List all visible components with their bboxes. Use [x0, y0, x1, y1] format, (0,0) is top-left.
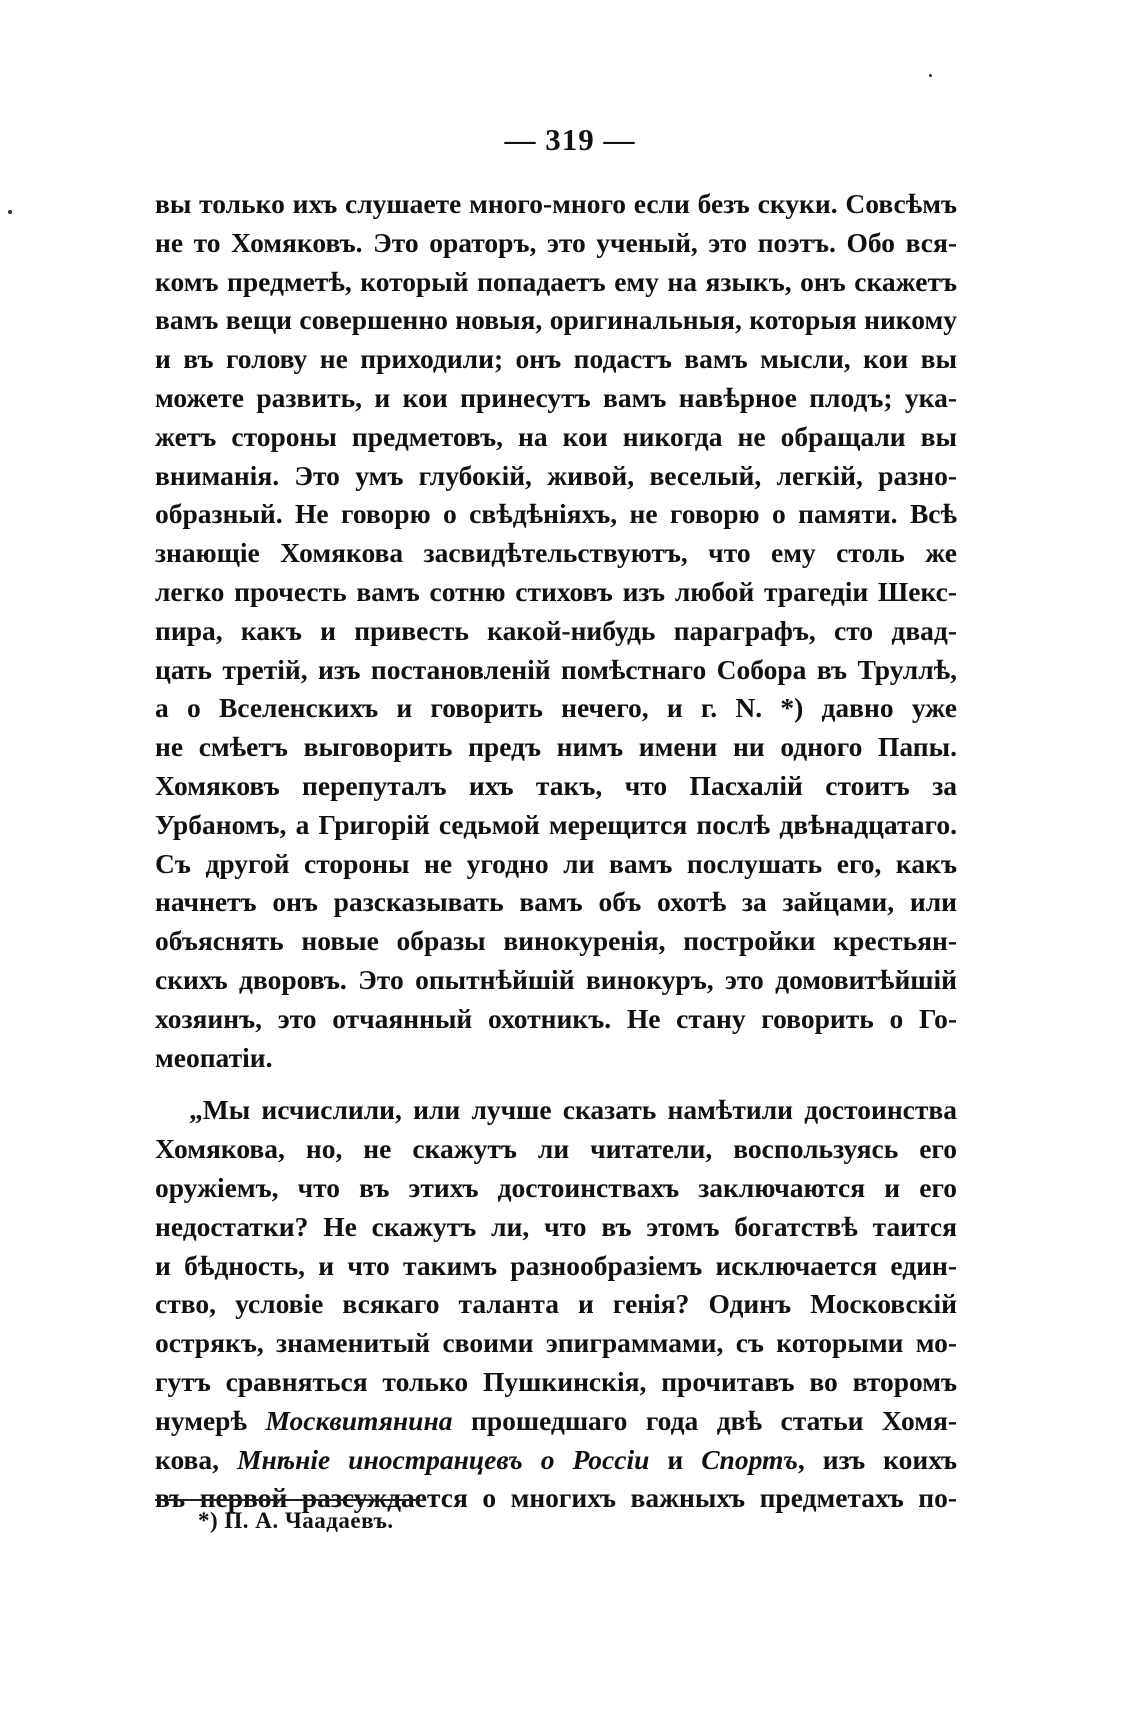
text-line: легко прочесть вамъ сотню стиховъ изъ любой трагедіи Шекс- [155, 575, 957, 607]
text-line: можете развить, и кои принесутъ вамъ навѣрное плодъ; ука- [155, 381, 957, 413]
text-line: гутъ сравняться только Пушкинскія, прочитавъ во второмъ [155, 1365, 957, 1397]
text-line: Съ другой стороны не угодно ли вамъ послушать его, какъ [155, 847, 957, 879]
text-line: не то Хомяковъ. Это ораторъ, это ученый, это поэтъ. Обо вся- [155, 226, 957, 258]
text-line: объяснять новые образы винокуренія, постройки крестьян- [155, 925, 957, 957]
body-text [155, 185, 957, 1518]
text-run: , изъ коихъ [797, 1443, 957, 1475]
text-line: недостатки? Не скажутъ ли, что въ этомъ богатствѣ таится [155, 1210, 957, 1242]
paragraph-1 [155, 185, 957, 1077]
text-line: оружіемъ, что въ этихъ достоинствахъ заключаются и его [155, 1171, 957, 1203]
text-line-mixed [155, 1402, 957, 1441]
article-title-italic: Мнѣніе иностранцевъ о Россіи [237, 1443, 650, 1475]
text-line: знающіе Хомякова засвидѣтельствуютъ, что ему столь же [155, 537, 957, 569]
text-line: „Мы исчислили, или лучше сказать намѣтили достоинства [189, 1094, 957, 1126]
footnote-divider [155, 1499, 420, 1501]
text-line: меопатіи. [155, 1041, 273, 1073]
text-line: не смѣетъ выговорить предъ нимъ имени ни одного Папы. [155, 731, 957, 763]
text-line: ство, условіе всякаго таланта и генія? Одинъ Московскій [155, 1288, 957, 1320]
text-line: Хомякова, но, не скажутъ ли читатели, воспользуясь его [155, 1133, 957, 1165]
text-run: прошедшаго года двѣ статьи Хомя- [452, 1404, 957, 1436]
scan-speck [929, 74, 932, 77]
text-line: хозяинъ, это отчаянный охотникъ. Не стану говорить о Го- [155, 1002, 957, 1034]
text-line: начнетъ онъ разсказывать вамъ объ охотѣ за зайцами, или [155, 886, 957, 918]
article-title-italic: Спортъ [701, 1443, 798, 1475]
text-line-mixed [155, 1441, 957, 1480]
text-line: вы только ихъ слушаете много-много если безъ скуки. Совсѣмъ [155, 188, 957, 219]
paragraph-2 [155, 1091, 957, 1518]
page-number: — 319 — [504, 122, 636, 157]
text-line: въ первой разсуждается о многихъ важныхъ предметахъ по- [155, 1482, 957, 1514]
text-line: Урбаномъ, а Григорій седьмой мерещится послѣ двѣнадцатаго. [155, 808, 957, 840]
text-line: комъ предметѣ, который попадаетъ ему на языкъ, онъ скажетъ [155, 265, 957, 297]
text-line: острякъ, знаменитый своими эпиграммами, съ которыми мо- [155, 1327, 957, 1359]
text-line: вниманія. Это умъ глубокій, живой, веселый, легкій, разно- [155, 459, 957, 491]
text-run: нумерѣ [155, 1404, 266, 1436]
text-line: образный. Не говорю о свѣдѣніяхъ, не говорю о памяти. Всѣ [155, 498, 957, 530]
text-run: кова, [155, 1443, 238, 1475]
text-line: цать третій, изъ постановленій помѣстнаго Собора въ Труллѣ, [155, 653, 957, 685]
text-line: и въ голову не приходили; онъ подастъ вамъ мысли, кои вы [155, 343, 957, 375]
scan-speck [8, 210, 12, 214]
text-line: жетъ стороны предметовъ, на кои никогда не обращали вы [155, 420, 957, 452]
text-line: вамъ вещи совершенно новыя, оригинальныя, которыя никому [155, 304, 957, 336]
text-line: скихъ дворовъ. Это опытнѣйшій винокуръ, это домовитѣйшій [155, 963, 957, 995]
text-line: пира, какъ и привесть какой-нибудь параграфъ, сто двад- [155, 614, 957, 646]
text-line: и бѣдность, и что такимъ разнообразіемъ исключается един- [155, 1249, 957, 1281]
text-run: и [649, 1443, 702, 1475]
text-line: Хомяковъ перепуталъ ихъ такъ, что Пасхалій стоитъ за [155, 769, 957, 801]
footnote: *) П. А. Чаадаевъ. [198, 1508, 394, 1533]
journal-title-italic: Москвитянина [265, 1404, 453, 1436]
text-line: а о Вселенскихъ и говорить нечего, и г. N. *) давно уже [155, 692, 957, 724]
